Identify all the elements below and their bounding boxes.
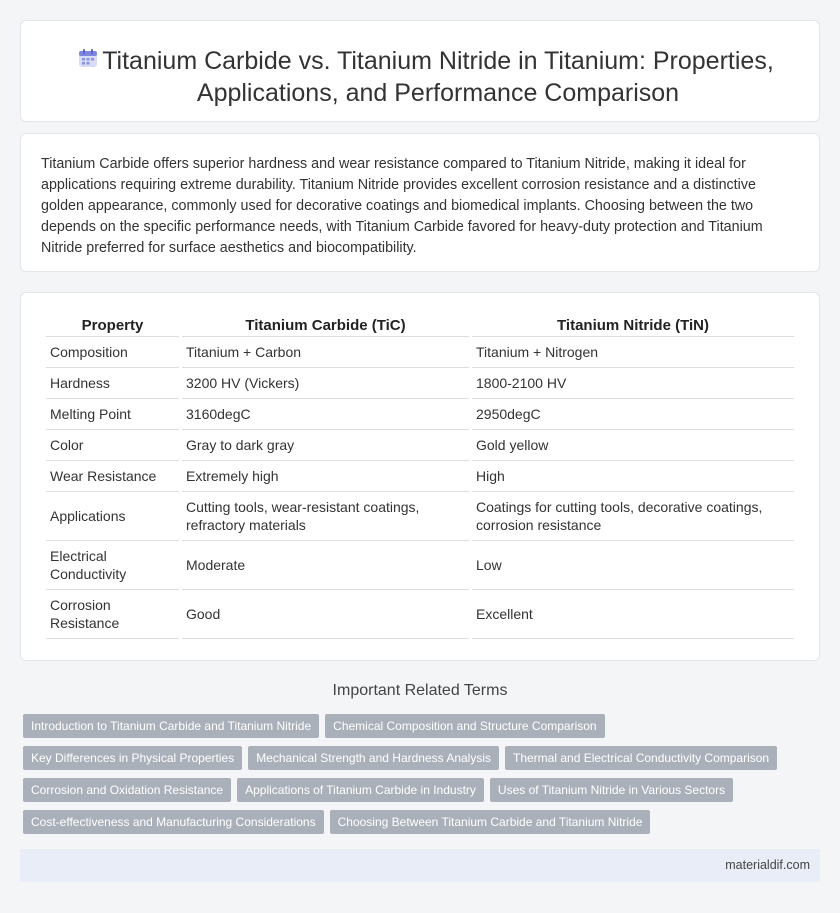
related-term-link[interactable]: Mechanical Strength and Hardness Analysis [248,746,499,770]
tag-row [23,746,823,770]
related-term-link[interactable]: Uses of Titanium Nitride in Various Sectors [490,778,733,802]
table-row [46,368,794,399]
tin-cell: Gold yellow [472,430,794,461]
tin-cell: High [472,461,794,492]
tag-row [23,714,823,738]
tin-cell: 2950degC [472,399,794,430]
table-row [46,541,794,590]
related-term-link[interactable]: Key Differences in Physical Properties [23,746,242,770]
tic-cell: 3200 HV (Vickers) [182,368,469,399]
related-term-link[interactable]: Corrosion and Oxidation Resistance [23,778,231,802]
tic-cell: Titanium + Carbon [182,337,469,368]
related-term-link[interactable]: Introduction to Titanium Carbide and Titanium Nitride [23,714,319,738]
table-row [46,492,794,541]
footer [20,849,820,882]
header-titanium-carbide: Titanium Carbide (TiC) [182,311,469,337]
summary-text: Titanium Carbide offers superior hardness and wear resistance compared to Titanium Nitride, making it ideal for applications requiring extreme durability. Titanium Nitride provides excellent corrosion resistance and a distinctive golden appearance, commonly used for decorative coatings and biomedical implants. Choosing between the two depends on the specific performance needs, with Titanium Carbide favored for heavy-duty protection and Titanium Nitride preferred for surface aesthetics and biocompatibility. [41,156,763,256]
table-row [46,461,794,492]
tic-cell: Cutting tools, wear-resistant coatings, refractory materials [182,492,469,541]
tag-row [23,778,823,802]
related-terms-title: Important Related Terms [332,682,508,699]
tin-cell: Low [472,541,794,590]
related-term-link[interactable]: Applications of Titanium Carbide in Industry [237,778,484,802]
table-row [46,399,794,430]
property-cell: Melting Point [46,399,179,430]
tic-cell: Good [182,590,469,639]
tin-cell: Coatings for cutting tools, decorative coatings, corrosion resistance [472,492,794,541]
page-title: Titanium Carbide vs. Titanium Nitride in Titanium: Properties, Applications, and Performance Comparison [102,47,774,107]
property-cell: Wear Resistance [46,461,179,492]
tag-row [23,810,823,834]
related-term-link[interactable]: Chemical Composition and Structure Comparison [325,714,604,738]
tin-cell: 1800-2100 HV [472,368,794,399]
header-titanium-nitride: Titanium Nitride (TiN) [472,311,794,337]
tin-cell: Excellent [472,590,794,639]
tic-cell: Moderate [182,541,469,590]
comparison-table-card [20,292,820,661]
tic-cell: Gray to dark gray [182,430,469,461]
table-row [46,590,794,639]
related-terms-list [23,714,823,842]
tic-cell: Extremely high [182,461,469,492]
property-cell: Applications [46,492,179,541]
tic-cell: 3160degC [182,399,469,430]
property-cell: Hardness [46,368,179,399]
property-cell: Color [46,430,179,461]
table-header-row [46,311,794,337]
property-cell: Electrical Conductivity [46,541,179,590]
related-term-link[interactable]: Thermal and Electrical Conductivity Comparison [505,746,777,770]
table-row [46,337,794,368]
table-row [46,430,794,461]
property-cell: Composition [46,337,179,368]
comparison-table [43,311,797,639]
title-card [20,20,820,122]
related-term-link[interactable]: Choosing Between Titanium Carbide and Titanium Nitride [330,810,651,834]
property-cell: Corrosion Resistance [46,590,179,639]
tin-cell: Titanium + Nitrogen [472,337,794,368]
header-property: Property [46,311,179,337]
related-term-link[interactable]: Cost-effectiveness and Manufacturing Considerations [23,810,324,834]
summary-card [20,133,820,272]
footer-site-link[interactable]: materialdif.com [725,858,810,872]
